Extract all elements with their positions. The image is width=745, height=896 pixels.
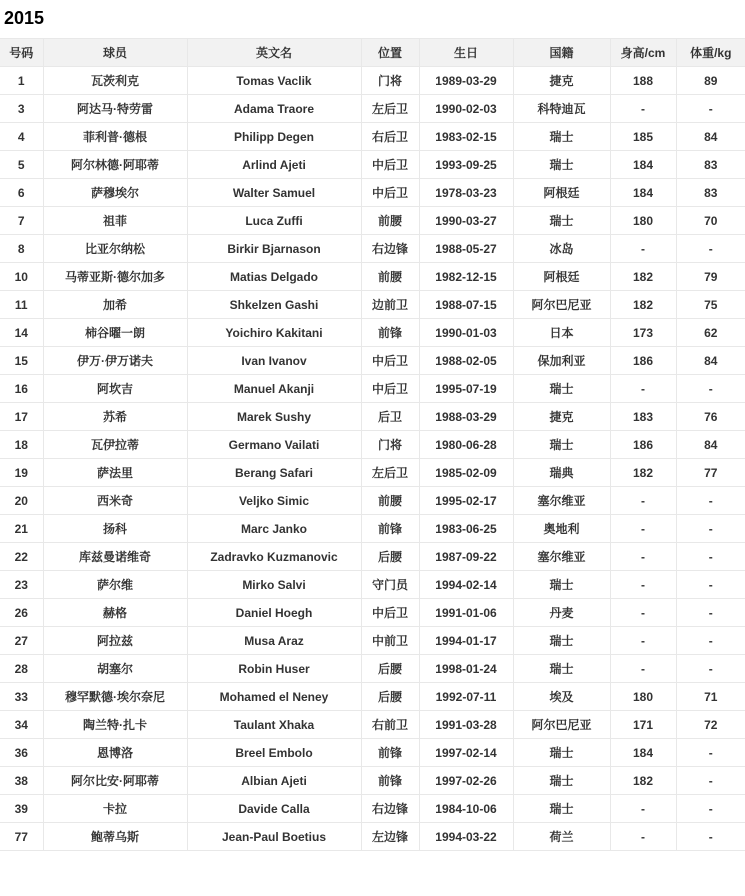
table-row <box>0 67 745 95</box>
cell-birthday: 1994-01-17 <box>419 627 513 655</box>
cell-height: - <box>610 487 676 515</box>
cell-nationality: 瑞士 <box>513 795 610 823</box>
cell-number: 77 <box>0 823 43 851</box>
cell-nationality: 阿根廷 <box>513 179 610 207</box>
cell-weight: 62 <box>676 319 745 347</box>
cell-number: 1 <box>0 67 43 95</box>
cell-position: 右后卫 <box>361 123 419 151</box>
cell-weight: 71 <box>676 683 745 711</box>
cell-number: 15 <box>0 347 43 375</box>
cell-birthday: 1980-06-28 <box>419 431 513 459</box>
cell-number: 28 <box>0 655 43 683</box>
table-row <box>0 515 745 543</box>
cell-player-cn: 鲍蒂乌斯 <box>43 823 187 851</box>
cell-height: - <box>610 543 676 571</box>
cell-player-cn: 马蒂亚斯·德尔加多 <box>43 263 187 291</box>
cell-number: 19 <box>0 459 43 487</box>
cell-birthday: 1988-05-27 <box>419 235 513 263</box>
cell-number: 39 <box>0 795 43 823</box>
cell-height: 185 <box>610 123 676 151</box>
cell-birthday: 1992-07-11 <box>419 683 513 711</box>
cell-weight: - <box>676 235 745 263</box>
cell-weight: - <box>676 375 745 403</box>
cell-position: 右边锋 <box>361 795 419 823</box>
cell-weight: 83 <box>676 179 745 207</box>
cell-weight: 79 <box>676 263 745 291</box>
cell-height: 171 <box>610 711 676 739</box>
cell-player-cn: 恩博洛 <box>43 739 187 767</box>
cell-height: - <box>610 571 676 599</box>
cell-weight: 84 <box>676 431 745 459</box>
cell-weight: 72 <box>676 711 745 739</box>
column-header-number: 号码 <box>0 39 43 67</box>
table-row <box>0 571 745 599</box>
cell-height: - <box>610 235 676 263</box>
cell-birthday: 1982-12-15 <box>419 263 513 291</box>
table-row <box>0 291 745 319</box>
cell-nationality: 冰岛 <box>513 235 610 263</box>
cell-weight: 83 <box>676 151 745 179</box>
cell-birthday: 1995-02-17 <box>419 487 513 515</box>
cell-weight: - <box>676 515 745 543</box>
cell-weight: 84 <box>676 347 745 375</box>
cell-height: 182 <box>610 263 676 291</box>
cell-player-cn: 加希 <box>43 291 187 319</box>
cell-nationality: 荷兰 <box>513 823 610 851</box>
cell-name-en: Tomas Vaclik <box>187 67 361 95</box>
cell-number: 16 <box>0 375 43 403</box>
cell-name-en: Zadravko Kuzmanovic <box>187 543 361 571</box>
table-row <box>0 207 745 235</box>
cell-player-cn: 阿尔林德·阿耶蒂 <box>43 151 187 179</box>
cell-name-en: Manuel Akanji <box>187 375 361 403</box>
cell-player-cn: 胡塞尔 <box>43 655 187 683</box>
roster-table <box>0 38 745 851</box>
cell-birthday: 1988-02-05 <box>419 347 513 375</box>
cell-weight: 89 <box>676 67 745 95</box>
cell-number: 36 <box>0 739 43 767</box>
cell-position: 中后卫 <box>361 375 419 403</box>
cell-player-cn: 阿尔比安·阿耶蒂 <box>43 767 187 795</box>
cell-name-en: Marc Janko <box>187 515 361 543</box>
column-header-weight: 体重/kg <box>676 39 745 67</box>
cell-height: 184 <box>610 179 676 207</box>
cell-player-cn: 伊万·伊万诺夫 <box>43 347 187 375</box>
column-header-nationality: 国籍 <box>513 39 610 67</box>
cell-height: - <box>610 795 676 823</box>
cell-number: 11 <box>0 291 43 319</box>
header-row <box>0 39 745 67</box>
cell-height: 182 <box>610 459 676 487</box>
cell-birthday: 1994-02-14 <box>419 571 513 599</box>
cell-player-cn: 祖菲 <box>43 207 187 235</box>
cell-birthday: 1988-03-29 <box>419 403 513 431</box>
cell-birthday: 1991-01-06 <box>419 599 513 627</box>
cell-weight: 77 <box>676 459 745 487</box>
cell-height: 184 <box>610 151 676 179</box>
cell-weight: - <box>676 655 745 683</box>
cell-player-cn: 穆罕默德·埃尔奈尼 <box>43 683 187 711</box>
cell-number: 4 <box>0 123 43 151</box>
cell-name-en: Mirko Salvi <box>187 571 361 599</box>
cell-nationality: 日本 <box>513 319 610 347</box>
cell-position: 中前卫 <box>361 627 419 655</box>
cell-nationality: 阿根廷 <box>513 263 610 291</box>
cell-height: - <box>610 375 676 403</box>
cell-position: 守门员 <box>361 571 419 599</box>
cell-birthday: 1985-02-09 <box>419 459 513 487</box>
cell-position: 中后卫 <box>361 347 419 375</box>
cell-number: 22 <box>0 543 43 571</box>
table-row <box>0 459 745 487</box>
cell-name-en: Veljko Simic <box>187 487 361 515</box>
cell-position: 前腰 <box>361 263 419 291</box>
page-title: 2015 <box>4 8 45 28</box>
table-row <box>0 263 745 291</box>
cell-birthday: 1978-03-23 <box>419 179 513 207</box>
cell-birthday: 1995-07-19 <box>419 375 513 403</box>
cell-nationality: 瑞士 <box>513 739 610 767</box>
cell-height: 182 <box>610 291 676 319</box>
cell-height: - <box>610 599 676 627</box>
cell-position: 门将 <box>361 67 419 95</box>
cell-number: 38 <box>0 767 43 795</box>
cell-birthday: 1990-03-27 <box>419 207 513 235</box>
cell-nationality: 奥地利 <box>513 515 610 543</box>
cell-birthday: 1983-02-15 <box>419 123 513 151</box>
cell-name-en: Musa Araz <box>187 627 361 655</box>
cell-position: 中后卫 <box>361 179 419 207</box>
cell-nationality: 埃及 <box>513 683 610 711</box>
cell-height: 184 <box>610 739 676 767</box>
table-row <box>0 375 745 403</box>
table-row <box>0 431 745 459</box>
cell-player-cn: 菲利普·德根 <box>43 123 187 151</box>
column-header-height: 身高/cm <box>610 39 676 67</box>
cell-nationality: 捷克 <box>513 67 610 95</box>
cell-height: - <box>610 515 676 543</box>
cell-player-cn: 比亚尔纳松 <box>43 235 187 263</box>
cell-player-cn: 萨尔维 <box>43 571 187 599</box>
cell-position: 后腰 <box>361 543 419 571</box>
column-header-birthday: 生日 <box>419 39 513 67</box>
cell-height: 173 <box>610 319 676 347</box>
table-row <box>0 235 745 263</box>
cell-player-cn: 阿拉兹 <box>43 627 187 655</box>
cell-position: 中后卫 <box>361 151 419 179</box>
cell-height: 186 <box>610 431 676 459</box>
cell-number: 14 <box>0 319 43 347</box>
cell-number: 26 <box>0 599 43 627</box>
column-header-position: 位置 <box>361 39 419 67</box>
table-row <box>0 599 745 627</box>
cell-player-cn: 陶兰特·扎卡 <box>43 711 187 739</box>
table-row <box>0 319 745 347</box>
table-row <box>0 347 745 375</box>
cell-name-en: Albian Ajeti <box>187 767 361 795</box>
cell-position: 左后卫 <box>361 459 419 487</box>
cell-name-en: Robin Huser <box>187 655 361 683</box>
cell-player-cn: 库兹曼诺维奇 <box>43 543 187 571</box>
cell-number: 5 <box>0 151 43 179</box>
cell-nationality: 瑞士 <box>513 655 610 683</box>
cell-number: 17 <box>0 403 43 431</box>
cell-position: 左后卫 <box>361 95 419 123</box>
cell-number: 8 <box>0 235 43 263</box>
cell-height: - <box>610 95 676 123</box>
cell-weight: 70 <box>676 207 745 235</box>
cell-name-en: Daniel Hoegh <box>187 599 361 627</box>
cell-position: 前锋 <box>361 319 419 347</box>
cell-nationality: 塞尔维亚 <box>513 543 610 571</box>
cell-name-en: Berang Safari <box>187 459 361 487</box>
cell-height: 183 <box>610 403 676 431</box>
cell-nationality: 瑞士 <box>513 123 610 151</box>
cell-name-en: Luca Zuffi <box>187 207 361 235</box>
cell-name-en: Matias Delgado <box>187 263 361 291</box>
cell-player-cn: 萨穆埃尔 <box>43 179 187 207</box>
cell-weight: - <box>676 599 745 627</box>
cell-nationality: 瑞士 <box>513 431 610 459</box>
cell-number: 3 <box>0 95 43 123</box>
cell-weight: 76 <box>676 403 745 431</box>
cell-player-cn: 赫格 <box>43 599 187 627</box>
table-row <box>0 739 745 767</box>
cell-player-cn: 卡拉 <box>43 795 187 823</box>
column-header-player-cn: 球员 <box>43 39 187 67</box>
cell-weight: - <box>676 627 745 655</box>
cell-weight: - <box>676 487 745 515</box>
cell-nationality: 瑞士 <box>513 151 610 179</box>
cell-name-en: Philipp Degen <box>187 123 361 151</box>
cell-weight: - <box>676 571 745 599</box>
cell-name-en: Yoichiro Kakitani <box>187 319 361 347</box>
table-row <box>0 767 745 795</box>
cell-player-cn: 柿谷曜一朗 <box>43 319 187 347</box>
cell-number: 33 <box>0 683 43 711</box>
table-row <box>0 95 745 123</box>
table-row <box>0 151 745 179</box>
cell-number: 18 <box>0 431 43 459</box>
cell-nationality: 瑞士 <box>513 627 610 655</box>
cell-weight: 75 <box>676 291 745 319</box>
cell-number: 6 <box>0 179 43 207</box>
cell-number: 20 <box>0 487 43 515</box>
cell-player-cn: 阿达马·特劳雷 <box>43 95 187 123</box>
cell-number: 21 <box>0 515 43 543</box>
cell-weight: - <box>676 767 745 795</box>
cell-position: 门将 <box>361 431 419 459</box>
cell-name-en: Breel Embolo <box>187 739 361 767</box>
cell-position: 前锋 <box>361 515 419 543</box>
cell-height: - <box>610 823 676 851</box>
cell-birthday: 1990-01-03 <box>419 319 513 347</box>
cell-weight: - <box>676 823 745 851</box>
cell-birthday: 1984-10-06 <box>419 795 513 823</box>
cell-name-en: Davide Calla <box>187 795 361 823</box>
cell-position: 中后卫 <box>361 599 419 627</box>
table-row <box>0 627 745 655</box>
table-row <box>0 655 745 683</box>
cell-position: 后腰 <box>361 683 419 711</box>
cell-weight: - <box>676 739 745 767</box>
column-header-name-en: 英文名 <box>187 39 361 67</box>
cell-name-en: Marek Sushy <box>187 403 361 431</box>
cell-number: 10 <box>0 263 43 291</box>
table-row <box>0 543 745 571</box>
cell-number: 27 <box>0 627 43 655</box>
table-row <box>0 403 745 431</box>
table-row <box>0 123 745 151</box>
table-row <box>0 795 745 823</box>
cell-height: - <box>610 627 676 655</box>
cell-nationality: 阿尔巴尼亚 <box>513 711 610 739</box>
cell-position: 右边锋 <box>361 235 419 263</box>
cell-name-en: Mohamed el Neney <box>187 683 361 711</box>
cell-height: 182 <box>610 767 676 795</box>
cell-nationality: 瑞士 <box>513 571 610 599</box>
cell-player-cn: 瓦茨利克 <box>43 67 187 95</box>
table-row <box>0 711 745 739</box>
table-body <box>0 67 745 851</box>
cell-player-cn: 西米奇 <box>43 487 187 515</box>
cell-birthday: 1988-07-15 <box>419 291 513 319</box>
table-row <box>0 487 745 515</box>
cell-position: 后腰 <box>361 655 419 683</box>
cell-position: 前腰 <box>361 487 419 515</box>
cell-birthday: 1983-06-25 <box>419 515 513 543</box>
cell-name-en: Adama Traore <box>187 95 361 123</box>
cell-height: 188 <box>610 67 676 95</box>
cell-position: 边前卫 <box>361 291 419 319</box>
cell-birthday: 1990-02-03 <box>419 95 513 123</box>
cell-name-en: Taulant Xhaka <box>187 711 361 739</box>
cell-birthday: 1987-09-22 <box>419 543 513 571</box>
cell-birthday: 1997-02-26 <box>419 767 513 795</box>
cell-position: 前锋 <box>361 767 419 795</box>
cell-nationality: 塞尔维亚 <box>513 487 610 515</box>
cell-weight: - <box>676 95 745 123</box>
cell-birthday: 1993-09-25 <box>419 151 513 179</box>
table-row <box>0 683 745 711</box>
cell-name-en: Shkelzen Gashi <box>187 291 361 319</box>
cell-name-en: Arlind Ajeti <box>187 151 361 179</box>
cell-nationality: 瑞士 <box>513 207 610 235</box>
cell-player-cn: 萨法里 <box>43 459 187 487</box>
cell-player-cn: 苏希 <box>43 403 187 431</box>
cell-nationality: 丹麦 <box>513 599 610 627</box>
cell-player-cn: 阿坎吉 <box>43 375 187 403</box>
cell-nationality: 科特迪瓦 <box>513 95 610 123</box>
cell-height: 180 <box>610 683 676 711</box>
cell-nationality: 瑞典 <box>513 459 610 487</box>
cell-name-en: Jean-Paul Boetius <box>187 823 361 851</box>
cell-position: 左边锋 <box>361 823 419 851</box>
cell-height: 186 <box>610 347 676 375</box>
cell-player-cn: 扬科 <box>43 515 187 543</box>
cell-birthday: 1989-03-29 <box>419 67 513 95</box>
cell-name-en: Walter Samuel <box>187 179 361 207</box>
cell-nationality: 捷克 <box>513 403 610 431</box>
cell-weight: - <box>676 543 745 571</box>
cell-nationality: 阿尔巴尼亚 <box>513 291 610 319</box>
table-row <box>0 823 745 851</box>
cell-position: 右前卫 <box>361 711 419 739</box>
cell-nationality: 瑞士 <box>513 375 610 403</box>
cell-name-en: Germano Vailati <box>187 431 361 459</box>
cell-birthday: 1997-02-14 <box>419 739 513 767</box>
cell-weight: - <box>676 795 745 823</box>
cell-height: 180 <box>610 207 676 235</box>
cell-weight: 84 <box>676 123 745 151</box>
cell-position: 前腰 <box>361 207 419 235</box>
cell-nationality: 保加利亚 <box>513 347 610 375</box>
cell-position: 后卫 <box>361 403 419 431</box>
table-row <box>0 179 745 207</box>
cell-height: - <box>610 655 676 683</box>
cell-birthday: 1998-01-24 <box>419 655 513 683</box>
cell-position: 前锋 <box>361 739 419 767</box>
cell-number: 34 <box>0 711 43 739</box>
cell-birthday: 1991-03-28 <box>419 711 513 739</box>
cell-number: 7 <box>0 207 43 235</box>
cell-player-cn: 瓦伊拉蒂 <box>43 431 187 459</box>
cell-name-en: Birkir Bjarnason <box>187 235 361 263</box>
cell-birthday: 1994-03-22 <box>419 823 513 851</box>
cell-number: 23 <box>0 571 43 599</box>
cell-name-en: Ivan Ivanov <box>187 347 361 375</box>
cell-nationality: 瑞士 <box>513 767 610 795</box>
